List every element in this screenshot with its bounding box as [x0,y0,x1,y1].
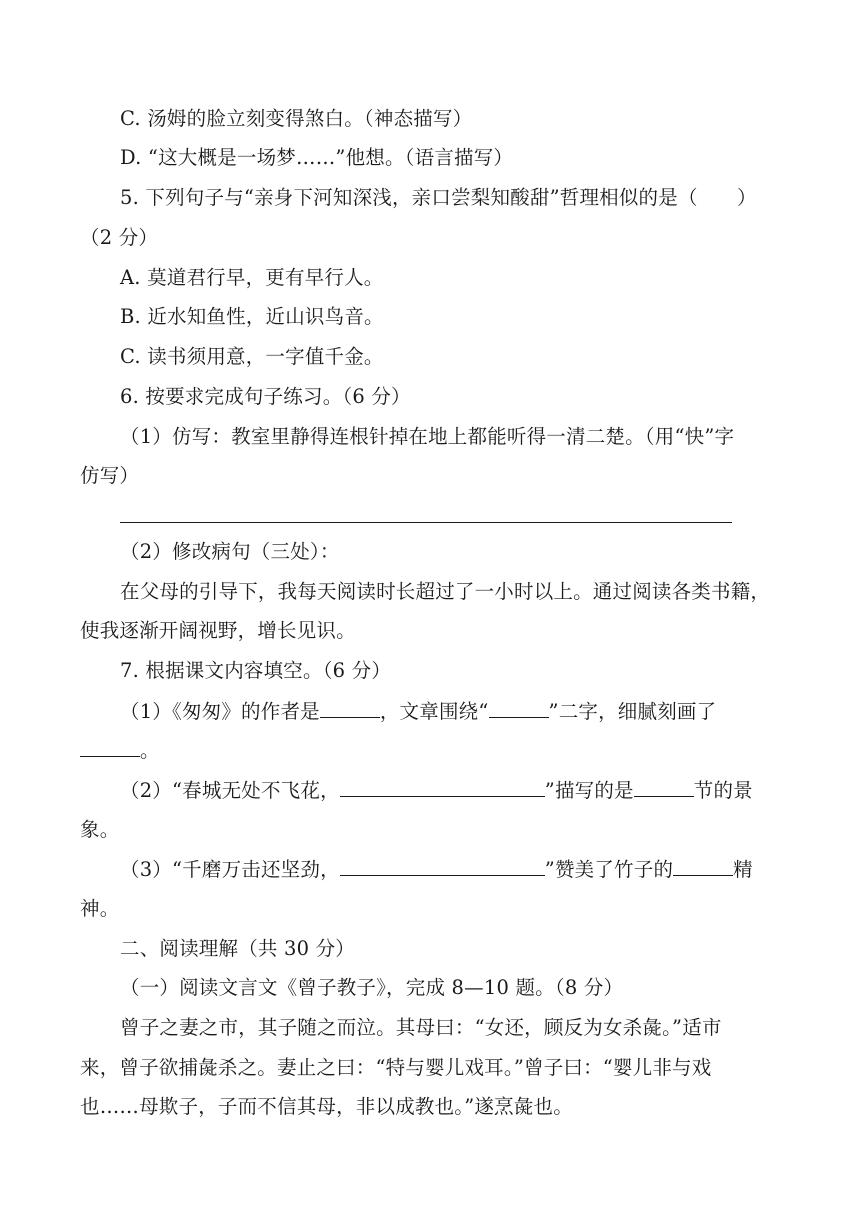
q7-1-text-c: ”二字，细腻刻画了 [548,700,717,723]
option-c-line: C. 汤姆的脸立刻变得煞白。（神态描写） [120,107,473,130]
answer-line[interactable] [120,522,732,523]
question-7-part-2-cont: 象。 [80,818,120,841]
question-7-stem: 7. 根据课文内容填空。（6 分） [120,659,392,682]
faulty-sentence-line-1: 在父母的引导下，我每天阅读时长超过了一小时以上。通过阅读各类书籍， [120,580,771,603]
q7-2-text-a: （2）“春城无处不飞花， [120,779,340,802]
question-7-part-1-cont [80,738,160,763]
classical-text-line-2: 来，曾子欲捕彘杀之。妻止之曰：“特与婴儿戏耳。”曾子曰：“婴儿非与戏 [80,1056,712,1079]
question-5-option-a: A. 莫道君行早，更有早行人。 [120,266,384,289]
question-7-part-3-cont: 神。 [80,897,120,920]
q7-3-text-c: 精 [733,858,753,881]
faulty-sentence-line-2: 使我逐渐开阔视野，增长见识。 [80,619,356,642]
question-6-part-2: （2）修改病句（三处）： [120,540,340,563]
question-7-part-1 [120,699,716,724]
q7-2-text-b: ”描写的是 [544,779,634,802]
question-5-score: （2 分） [80,226,159,249]
question-6-part-1: （1）仿写：教室里静得连根针掉在地上都能听得一清二楚。（用“快”字 [120,425,735,448]
question-5-option-c: C. 读书须用意，一字值千金。 [120,345,384,368]
answer-blank[interactable] [340,857,545,876]
question-7-part-2 [120,778,753,803]
q7-3-text-b: ”赞美了竹子的 [544,858,674,881]
answer-blank[interactable] [340,778,545,797]
question-7-part-3 [120,857,753,882]
section-2-heading: 二、阅读理解（共 30 分） [120,937,356,960]
q7-1-text-d: 。 [140,739,160,762]
q7-1-text-b: ，文章围绕“ [379,700,489,723]
answer-blank[interactable] [320,699,380,718]
question-6-part-1-cont: 仿写） [80,464,140,487]
reading-1-instruction: （一）阅读文言文《曾子教子》，完成 8—10 题。（8 分） [120,976,624,999]
q7-1-text-a: （1）《匆匆》的作者是 [120,700,320,723]
answer-blank[interactable] [673,857,733,876]
classical-text-line-3: 也……母欺子，子而不信其母，非以成教也。”遂烹彘也。 [80,1095,573,1118]
q7-3-text-a: （3）“千磨万击还坚劲， [120,858,340,881]
question-5-stem: 5. 下列句子与“亲身下河知深浅，亲口尝梨知酸甜”哲理相似的是（ ） [120,186,757,209]
q7-2-text-c: 节的景 [693,779,753,802]
answer-blank[interactable] [80,738,140,757]
answer-blank[interactable] [634,778,694,797]
classical-text-line-1: 曾子之妻之市，其子随之而泣。其母曰：“女还，顾反为女杀彘。”适市 [120,1016,722,1039]
option-d-line: D. “这大概是一场梦……”他想。（语言描写） [120,146,514,169]
question-6-stem: 6. 按要求完成句子练习。（6 分） [120,385,411,408]
question-5-option-b: B. 近水知鱼性，近山识鸟音。 [120,305,384,328]
answer-blank[interactable] [489,699,549,718]
